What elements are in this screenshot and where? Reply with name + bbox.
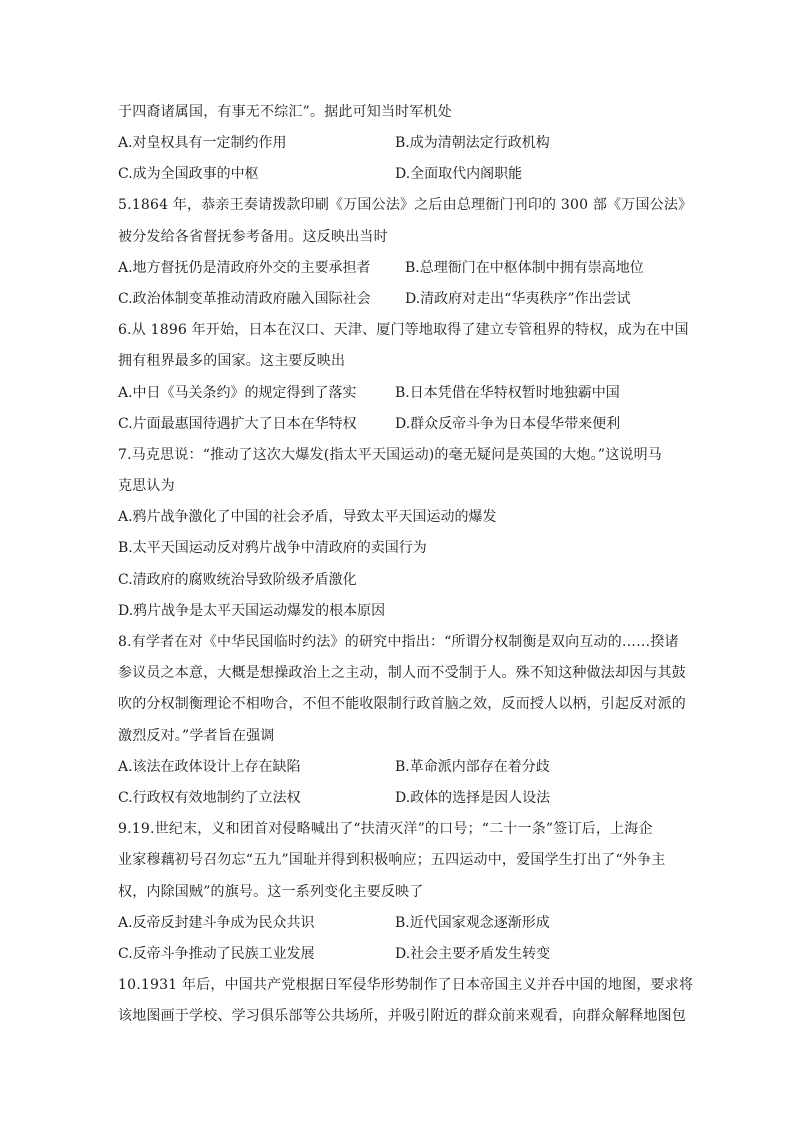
question-5-stem-line-1: 5.1864 年，恭亲王奏请拨款印刷《万国公法》之后由总理衙门刊印的 300 部《万国公法》 [118,197,693,213]
question-7-stem-line-1: 7.马克思说：“推动了这次大爆发(指太平天国运动)的毫无疑问是英国的大炮。”这说明马 [118,447,662,463]
question-4-option-b: B.成为清朝法定行政机构 [395,135,550,151]
question-7-stem-line-2: 克思认为 [118,478,175,494]
question-6-option-c: C.片面最惠国待遇扩大了日本在华特权 [118,416,357,432]
question-8-stem-line-2: 参议员之本意，大概是想操政治上之主动，制人而不受制于人。殊不知这种做法却因与其鼓 [118,665,686,681]
question-6-option-b: B.日本凭借在华特权暂时地独霸中国 [395,385,620,401]
question-5-option-c: C.政治体制变革推动清政府融入国际社会 [118,291,371,307]
question-8-stem-line-3: 吹的分权制衡理论不相吻合，不但不能收限制行政首脑之效，反而授人以柄，引起反对派的 [118,696,686,712]
question-8-stem-line-4: 激烈反对。”学者旨在强调 [118,728,275,744]
question-8-option-a: A.该法在政体设计上存在缺陷 [118,759,301,775]
question-7-option-b: B.太平天国运动反对鸦片战争中清政府的卖国行为 [118,540,427,556]
question-6-option-a: A.中日《马关条约》的规定得到了落实 [118,385,357,401]
question-9-option-d: D.社会主要矛盾发生转变 [395,946,551,962]
question-9-option-a: A.反帝反封建斗争成为民众共识 [118,915,315,931]
question-6-stem-line-1: 6.从 1896 年开始，日本在汉口、天津、厦门等地取得了建立专管租界的特权，成为在中国 [118,322,689,338]
question-4-option-c: C.成为全国政事的中枢 [118,166,259,182]
question-7-option-c: C.清政府的腐败统治导致阶级矛盾激化 [118,572,357,588]
question-9-stem-line-3: 权，内除国贼”的旗号。这一系列变化主要反映了 [118,884,424,900]
question-9-option-b: B.近代国家观念逐渐形成 [395,915,550,931]
question-9-option-c: C.反帝斗争推动了民族工业发展 [118,946,315,962]
question-6-option-d: D.群众反帝斗争为日本侵华带来便利 [395,416,621,432]
question-10-stem-line-1: 10.1931 年后，中国共产党根据日军侵华形势制作了日本帝国主义并吞中国的地图，要求将 [118,977,694,993]
question-7-option-a: A.鸦片战争激化了中国的社会矛盾，导致太平天国运动的爆发 [118,509,497,525]
question-8-option-c: C.行政权有效地制约了立法权 [118,790,301,806]
question-10-stem-line-2: 该地图画于学校、学习俱乐部等公共场所，并吸引附近的群众前来观看，向群众解释地图包 [118,1008,686,1024]
question-8-option-b: B.革命派内部存在着分歧 [395,759,550,775]
question-5-stem-line-2: 被分发给各省督抚参考备用。这反映出当时 [118,229,388,245]
question-7-option-d: D.鸦片战争是太平天国运动爆发的根本原因 [118,603,386,619]
question-4-stem-line: 于四裔诸属国，有事无不综汇”。据此可知当时军机处 [118,104,452,120]
question-9-stem-line-2: 业家穆藕初号召勿忘“五九”国耻并得到积极响应；五四运动中，爱国学生打出了“外争主 [118,852,666,868]
question-4-option-d: D.全面取代内阁职能 [395,166,523,182]
question-8-stem-line-1: 8.有学者在对《中华民国临时约法》的研究中指出：“所谓分权制衡是双向互动的……揆诸 [118,634,679,650]
question-9-stem-line-1: 9.19.世纪末，义和团首对侵略喊出了“扶清灭洋”的口号；“二十一条”签订后，上海企 [118,821,653,837]
question-4-option-a: A.对皇权具有一定制约作用 [118,135,287,151]
question-6-stem-line-2: 拥有租界最多的国家。这主要反映出 [118,353,346,369]
question-5-option-b: B.总理衙门在中枢体制中拥有崇高地位 [405,260,644,276]
question-5-option-a: A.地方督抚仍是清政府外交的主要承担者 [118,260,371,276]
question-5-option-d: D.清政府对走出“华夷秩序”作出尝试 [405,291,631,307]
question-8-option-d: D.政体的选择是因人设法 [395,790,551,806]
